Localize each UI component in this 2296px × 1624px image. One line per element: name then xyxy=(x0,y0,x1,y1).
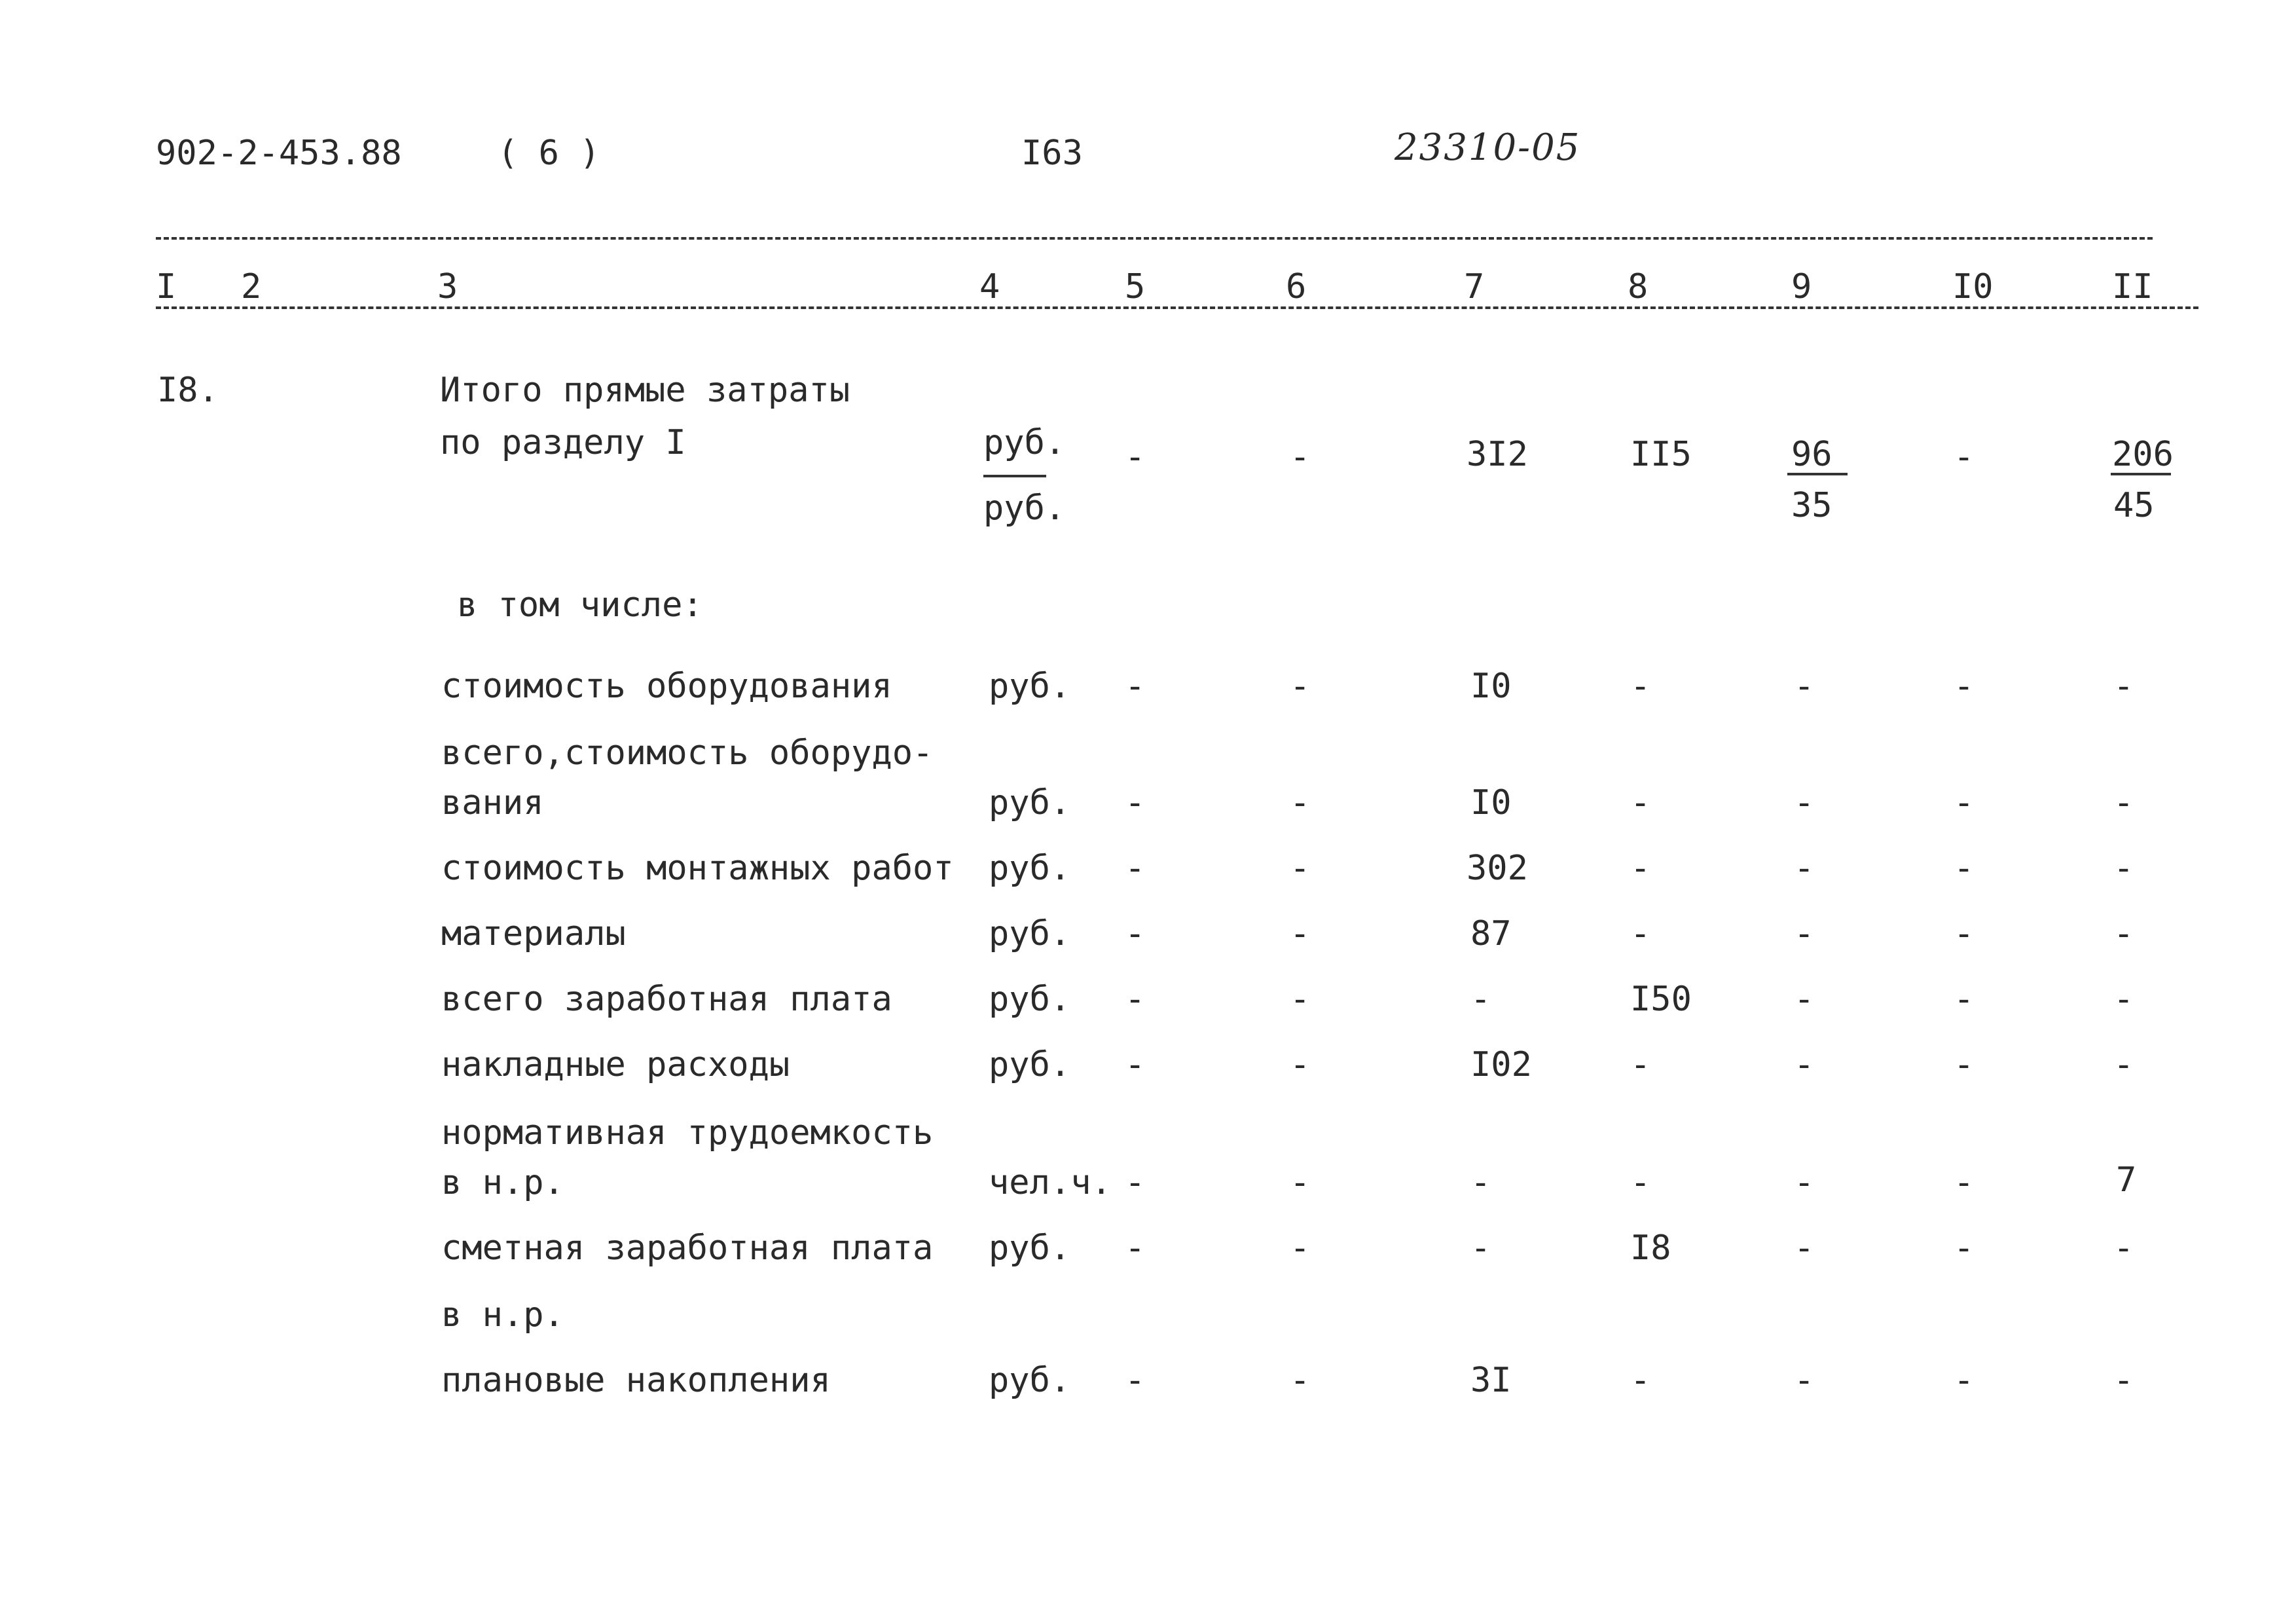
cell-col7: - xyxy=(1470,1163,1491,1202)
cell-col8: - xyxy=(1630,1045,1651,1084)
cell-col10: - xyxy=(1954,783,1975,822)
item-label: плановые накопления xyxy=(441,1361,831,1400)
cell-col9: - xyxy=(1794,783,1815,822)
column-header-3: 3 xyxy=(437,267,458,306)
cell-col7: I0 xyxy=(1470,783,1512,822)
cell-col5: - xyxy=(1125,667,1146,706)
cell-col6: - xyxy=(1290,1361,1311,1400)
cell-col10: - xyxy=(1954,1228,1975,1268)
column-header-4: 4 xyxy=(979,267,1000,306)
item-unit: руб. xyxy=(989,980,1071,1019)
cell-col9: - xyxy=(1794,667,1815,706)
cell-col5: - xyxy=(1125,1361,1146,1400)
cell-col11-bottom: 45 xyxy=(2113,486,2155,525)
handwritten-inventory-number: 23310-05 xyxy=(1394,126,1581,169)
cell-col7: - xyxy=(1470,980,1491,1019)
cell-col11: - xyxy=(2113,914,2134,953)
cell-col11: - xyxy=(2113,1361,2134,1400)
item-label-continuation: в н.р. xyxy=(441,1163,564,1202)
unit-bottom: руб. xyxy=(983,489,1066,528)
item-label: стоимость монтажных работ xyxy=(441,849,954,888)
column-header-11: II xyxy=(2112,267,2153,306)
header-bottom-rule xyxy=(156,306,2198,309)
item-label: нормативная трудоемкость xyxy=(441,1113,934,1153)
cell-col7: - xyxy=(1470,1228,1491,1268)
item-label-continuation: вания xyxy=(441,783,544,822)
cell-col6: - xyxy=(1290,980,1311,1019)
cell-col10: - xyxy=(1954,849,1975,888)
cell-col10: - xyxy=(1954,667,1975,706)
item-label: сметная заработная плата xyxy=(441,1228,934,1268)
cell-col5: - xyxy=(1125,849,1146,888)
cell-col6: - xyxy=(1290,1163,1311,1202)
item-unit: чел.ч. xyxy=(989,1163,1112,1202)
item-unit: руб. xyxy=(989,849,1071,888)
cell-col5: - xyxy=(1125,783,1146,822)
cell-col5: - xyxy=(1125,914,1146,953)
sheet-number: ( 6 ) xyxy=(498,134,600,173)
cell-col7: 3I2 xyxy=(1467,435,1528,474)
cell-col7: I0 xyxy=(1470,667,1512,706)
cell-col7: 3I xyxy=(1470,1361,1512,1400)
cell-col10: - xyxy=(1954,1045,1975,1084)
cell-col5: - xyxy=(1125,1228,1146,1268)
item-label: материалы xyxy=(441,914,626,953)
item-unit: руб. xyxy=(989,914,1071,953)
cell-col10: - xyxy=(1954,980,1975,1019)
row-title-line-2: по разделу I xyxy=(440,423,686,462)
cell-col11: 7 xyxy=(2116,1160,2137,1200)
cell-col7: 87 xyxy=(1470,914,1512,953)
cell-col7: 302 xyxy=(1467,849,1528,888)
cell-col11-fraction-bar xyxy=(2111,473,2171,475)
cell-col11: - xyxy=(2113,1228,2134,1268)
cell-col5: - xyxy=(1125,437,1146,477)
column-header-2: 2 xyxy=(241,267,262,306)
item-label: накладные расходы xyxy=(441,1045,790,1084)
cell-col6: - xyxy=(1290,849,1311,888)
cell-col8: - xyxy=(1630,667,1651,706)
item-label: стоимость оборудования xyxy=(441,667,892,706)
cell-col8: - xyxy=(1630,914,1651,953)
cell-col9: - xyxy=(1794,1163,1815,1202)
cell-col6: - xyxy=(1290,914,1311,953)
column-header-10: I0 xyxy=(1952,267,1994,306)
cell-col9: - xyxy=(1794,1228,1815,1268)
cell-col10: - xyxy=(1954,1163,1975,1202)
item-label: всего,стоимость оборудо- xyxy=(441,733,934,773)
cell-col6: - xyxy=(1290,437,1311,477)
cell-col9: - xyxy=(1794,1361,1815,1400)
cell-col10: - xyxy=(1954,1361,1975,1400)
cell-col9: - xyxy=(1794,914,1815,953)
item-label: всего заработная плата xyxy=(441,980,892,1019)
row-title-line-1: Итого прямые затраты xyxy=(440,371,850,410)
cell-col8: - xyxy=(1630,783,1651,822)
cell-col11: - xyxy=(2113,1045,2134,1084)
cell-col11-top: 206 xyxy=(2112,435,2174,474)
cell-col11: - xyxy=(2113,849,2134,888)
cell-col11: - xyxy=(2113,980,2134,1019)
column-header-9: 9 xyxy=(1791,267,1812,306)
page-number: I63 xyxy=(1021,134,1083,173)
including-label: в том числе: xyxy=(457,585,703,625)
cell-col11: - xyxy=(2113,783,2134,822)
column-header-1: I xyxy=(156,267,177,306)
item-unit: руб. xyxy=(989,1228,1071,1268)
cell-col9: - xyxy=(1794,1045,1815,1084)
column-header-6: 6 xyxy=(1286,267,1307,306)
cell-col6: - xyxy=(1290,667,1311,706)
cell-col6: - xyxy=(1290,1228,1311,1268)
cell-col5: - xyxy=(1125,980,1146,1019)
column-header-7: 7 xyxy=(1464,267,1485,306)
cell-col8: I50 xyxy=(1630,980,1692,1019)
item-unit: руб. xyxy=(989,1361,1071,1400)
item-unit: руб. xyxy=(989,1045,1071,1084)
unit-top: руб. xyxy=(983,423,1066,462)
cell-col11: - xyxy=(2113,667,2134,706)
header-top-rule xyxy=(156,237,2153,240)
cell-col8: - xyxy=(1630,849,1651,888)
unit-fraction-bar xyxy=(983,475,1046,477)
column-header-5: 5 xyxy=(1125,267,1146,306)
document-code: 902-2-453.88 xyxy=(156,134,402,173)
cell-col6: - xyxy=(1290,783,1311,822)
cell-col9-top: 96 xyxy=(1791,435,1832,474)
cell-col10: - xyxy=(1954,437,1975,477)
cell-col8: - xyxy=(1630,1361,1651,1400)
item-label: в н.р. xyxy=(441,1295,564,1335)
cell-col9-fraction-bar xyxy=(1787,473,1848,475)
cell-col10: - xyxy=(1954,914,1975,953)
row-number: I8. xyxy=(157,371,219,410)
cell-col8: II5 xyxy=(1630,435,1692,474)
cell-col6: - xyxy=(1290,1045,1311,1084)
cell-col8: - xyxy=(1630,1163,1651,1202)
cell-col9-bottom: 35 xyxy=(1791,486,1832,525)
column-header-8: 8 xyxy=(1628,267,1649,306)
item-unit: руб. xyxy=(989,783,1071,822)
cell-col5: - xyxy=(1125,1045,1146,1084)
cell-col7: I02 xyxy=(1470,1045,1532,1084)
cell-col5: - xyxy=(1125,1163,1146,1202)
item-unit: руб. xyxy=(989,667,1071,706)
cell-col8: I8 xyxy=(1630,1228,1671,1268)
cell-col9: - xyxy=(1794,849,1815,888)
cell-col9: - xyxy=(1794,980,1815,1019)
